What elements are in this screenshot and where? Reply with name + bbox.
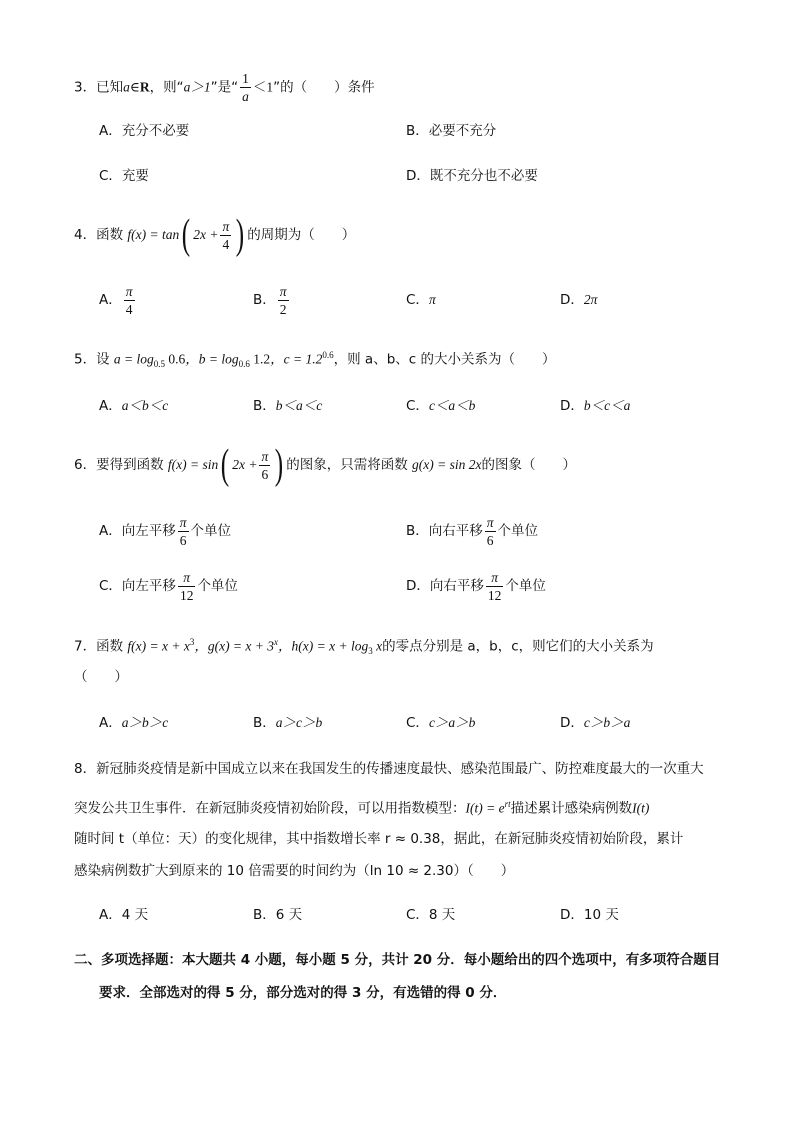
q4-b-den: 2 <box>279 301 287 317</box>
q5-a-arg: 0.6 <box>165 351 186 367</box>
q6-a-num: π <box>179 514 187 530</box>
q5-d-label: D． <box>560 398 584 414</box>
q6-fraction <box>259 448 270 483</box>
q4-text: 的周期为（ ） <box>247 227 356 243</box>
q5-option-d <box>560 396 630 416</box>
q7-option-b <box>253 713 322 733</box>
q5-c-label: C． <box>406 398 429 414</box>
q7-g-exp: x <box>274 637 279 647</box>
q4-text: 4．函数 <box>74 227 128 243</box>
q7-a-value: a＞b＞c <box>121 715 169 730</box>
q6-a-unit: 个单位 <box>190 523 232 539</box>
q3-text: ，则“ <box>149 79 184 96</box>
q6-option-b <box>406 513 538 549</box>
q8-line-3: 随时间 t（单位：天）的变化规律，其中指数增长率 r ≈ 0.38，据此，在新冠肺炎疫情初始阶段，累计 <box>74 831 684 847</box>
q7-c-label: C． <box>406 715 429 731</box>
q6-d-num: π <box>486 569 504 587</box>
q4-a-num: π <box>125 283 133 299</box>
q4-option-b <box>253 282 291 318</box>
q3-number: 3． <box>74 79 97 96</box>
q7-h-arg: x <box>372 638 383 654</box>
q4-c-label: C． <box>406 292 429 308</box>
q6-c-den: 12 <box>179 587 194 603</box>
q7-f-exp: 3 <box>189 637 195 647</box>
q4-right-paren: ) <box>236 212 245 258</box>
q4-c-value: π <box>428 292 436 307</box>
q3-fraction-den: a <box>242 89 249 104</box>
q5-text: ，则 a、b、c 的大小关系为（ ） <box>333 351 556 368</box>
q7-d-value: c＞b＞a <box>583 715 631 730</box>
q5-option-c <box>406 396 475 416</box>
q5-text: 5．设 <box>74 351 114 368</box>
q5-a-label: A． <box>99 398 122 414</box>
q5-a-def: a = log <box>113 351 154 367</box>
q8-text: 突发公共卫生事件．在新冠肺炎疫情初始阶段，可以用指数模型： <box>74 800 466 817</box>
q6-option-c <box>99 568 238 604</box>
q5-b-def: ，b = log <box>185 351 239 367</box>
q4-fraction-num: π <box>222 218 230 234</box>
q4-stem <box>74 212 355 258</box>
q6-a-fraction <box>178 514 189 549</box>
q4-option-d <box>560 290 597 310</box>
q3-fraction <box>240 70 251 105</box>
q7-option-a <box>99 713 168 733</box>
q5-b-label: B． <box>253 398 276 414</box>
q7-g: ，g(x) = x + 3 <box>194 638 275 654</box>
q6-b-unit: 个单位 <box>497 523 539 539</box>
q7-b-value: a＞c＞b <box>275 715 323 730</box>
q4-b-label: B． <box>253 292 276 308</box>
q5-c-def: ，c = 1.2 <box>270 351 323 367</box>
q6-function: f(x) = sin <box>167 457 219 472</box>
q7-a-label: A． <box>99 715 122 731</box>
q4-a-label: A． <box>99 292 122 308</box>
q5-stem <box>74 345 555 374</box>
q6-right-paren: ) <box>275 442 284 488</box>
q5-b-base: 0.6 <box>238 359 250 370</box>
q5-a-value: a＜b＜c <box>121 398 169 413</box>
q3-option-b: B．必要不充分 <box>406 123 497 139</box>
q5-a-base: 0.5 <box>153 359 166 370</box>
q6-fraction-num: π <box>261 448 269 464</box>
q6-stem <box>74 442 576 488</box>
q3-var-a: a <box>123 79 130 95</box>
q7-option-d <box>560 713 630 733</box>
q4-left-paren: ( <box>182 212 191 258</box>
q5-c-value: c＜a＜b <box>428 398 476 413</box>
q6-text: 的图象（ ） <box>481 457 577 473</box>
q3-set-r: R <box>139 79 150 95</box>
q4-b-num: π <box>279 283 287 299</box>
q3-fraction-num: 1 <box>242 71 249 86</box>
q6-c-fraction <box>178 569 196 604</box>
q4-option-c <box>406 290 436 310</box>
q4-d-value: 2π <box>583 292 598 307</box>
q4-fraction-den: 4 <box>222 236 230 252</box>
q6-c-text: C．向左平移 <box>99 578 176 594</box>
q5-d-value: b＜c＜a <box>583 398 631 413</box>
q3-option-c: C．充要 <box>99 168 149 184</box>
q6-b-num: π <box>486 514 494 530</box>
q6-b-fraction <box>485 514 496 549</box>
q8-option-c: C．8 天 <box>406 907 456 923</box>
section2-heading-line-1: 二、多项选择题：本大题共 4 小题，每小题 5 分，共计 20 分．每小题给出的四个选项中，有多项符合题目 <box>74 952 721 968</box>
q7-d-label: D． <box>560 715 584 731</box>
q6-fraction-den: 6 <box>261 466 269 482</box>
q4-function: f(x) = tan <box>127 227 180 242</box>
q8-text: 描述累计感染病例数 <box>510 800 633 817</box>
q7-text: 的零点分别是 a，b，c，则它们的大小关系为 <box>382 638 654 655</box>
q7-f: f(x) = x + x <box>127 638 190 654</box>
q6-left-paren: ( <box>221 442 230 488</box>
q7-c-value: c＞a＞b <box>428 715 476 730</box>
q7-text: 7．函数 <box>74 638 128 655</box>
q6-text: 的图象，只需将函数 <box>286 457 413 473</box>
q6-g-function: g(x) = sin 2x <box>412 457 482 472</box>
q8-option-a: A．4 天 <box>99 907 149 923</box>
q6-text: 6．要得到函数 <box>74 457 168 473</box>
q8-i-of-t: I(t) <box>632 800 650 816</box>
q8-line-1: 8．新冠肺炎疫情是新中国成立以来在我国发生的传播速度最快、感染范围最广、防控难度最大的一次重大 <box>74 761 704 777</box>
q7-option-c <box>406 713 475 733</box>
section2-heading-line-2: 要求．全部选对的得 5 分，部分选对的得 3 分，有选错的得 0 分． <box>99 985 507 1001</box>
q8-line-2 <box>74 794 649 819</box>
q3-text: ”的（ ）条件 <box>273 79 375 96</box>
q7-h-base: 3 <box>368 646 373 657</box>
q8-line-4: 感染病例数扩大到原来的 10 倍需要的时间约为（ln 10 ≈ 2.30）（ ） <box>74 863 515 879</box>
q6-c-unit: 个单位 <box>197 578 238 594</box>
q6-d-den: 12 <box>487 587 502 603</box>
q4-b-fraction <box>278 283 289 318</box>
q3-option-d: D．既不充分也不必要 <box>406 168 538 184</box>
q8-option-b: B．6 天 <box>253 907 303 923</box>
q3-option-a: A．充分不必要 <box>99 123 190 139</box>
q5-option-b <box>253 396 322 416</box>
q4-a-den: 4 <box>125 301 133 317</box>
q3-stem <box>74 70 375 105</box>
q4-d-label: D． <box>560 292 584 308</box>
q3-lt: ＜1 <box>252 79 274 95</box>
q3-in-symbol: ∈ <box>129 79 140 95</box>
q3-text: ”是“ <box>210 79 239 96</box>
q6-a-den: 6 <box>179 532 187 548</box>
q7-stem <box>74 632 654 661</box>
q4-a-fraction <box>124 283 135 318</box>
q8-option-d: D．10 天 <box>560 907 619 923</box>
q6-inner: 2x + <box>232 457 258 472</box>
q6-a-text: A．向左平移 <box>99 523 176 539</box>
q7-b-label: B． <box>253 715 276 731</box>
q3-condition: a＞1 <box>183 79 211 95</box>
q8-model: I(t) = e <box>465 800 505 816</box>
q7-h: ，h(x) = x + log <box>278 638 369 654</box>
q6-option-d <box>406 568 546 604</box>
q5-option-a <box>99 396 168 416</box>
q5-c-exp: 0.6 <box>322 350 334 360</box>
q4-inner: 2x + <box>193 227 219 242</box>
q6-d-text: D．向右平移 <box>406 578 484 594</box>
q6-d-unit: 个单位 <box>505 578 546 594</box>
q5-b-arg: 1.2 <box>249 351 271 367</box>
q7-answer-paren: （ ） <box>74 669 128 685</box>
q8-model-exp: rt <box>504 799 511 809</box>
q6-b-text: B．向右平移 <box>406 523 483 539</box>
q6-option-a <box>99 513 231 549</box>
q4-fraction <box>220 218 231 253</box>
q6-c-num: π <box>178 569 196 587</box>
q5-b-value: b＜a＜c <box>275 398 323 413</box>
q4-option-a <box>99 282 137 318</box>
q3-text: 已知 <box>96 79 124 96</box>
q6-d-fraction <box>486 569 504 604</box>
q6-b-den: 6 <box>486 532 494 548</box>
